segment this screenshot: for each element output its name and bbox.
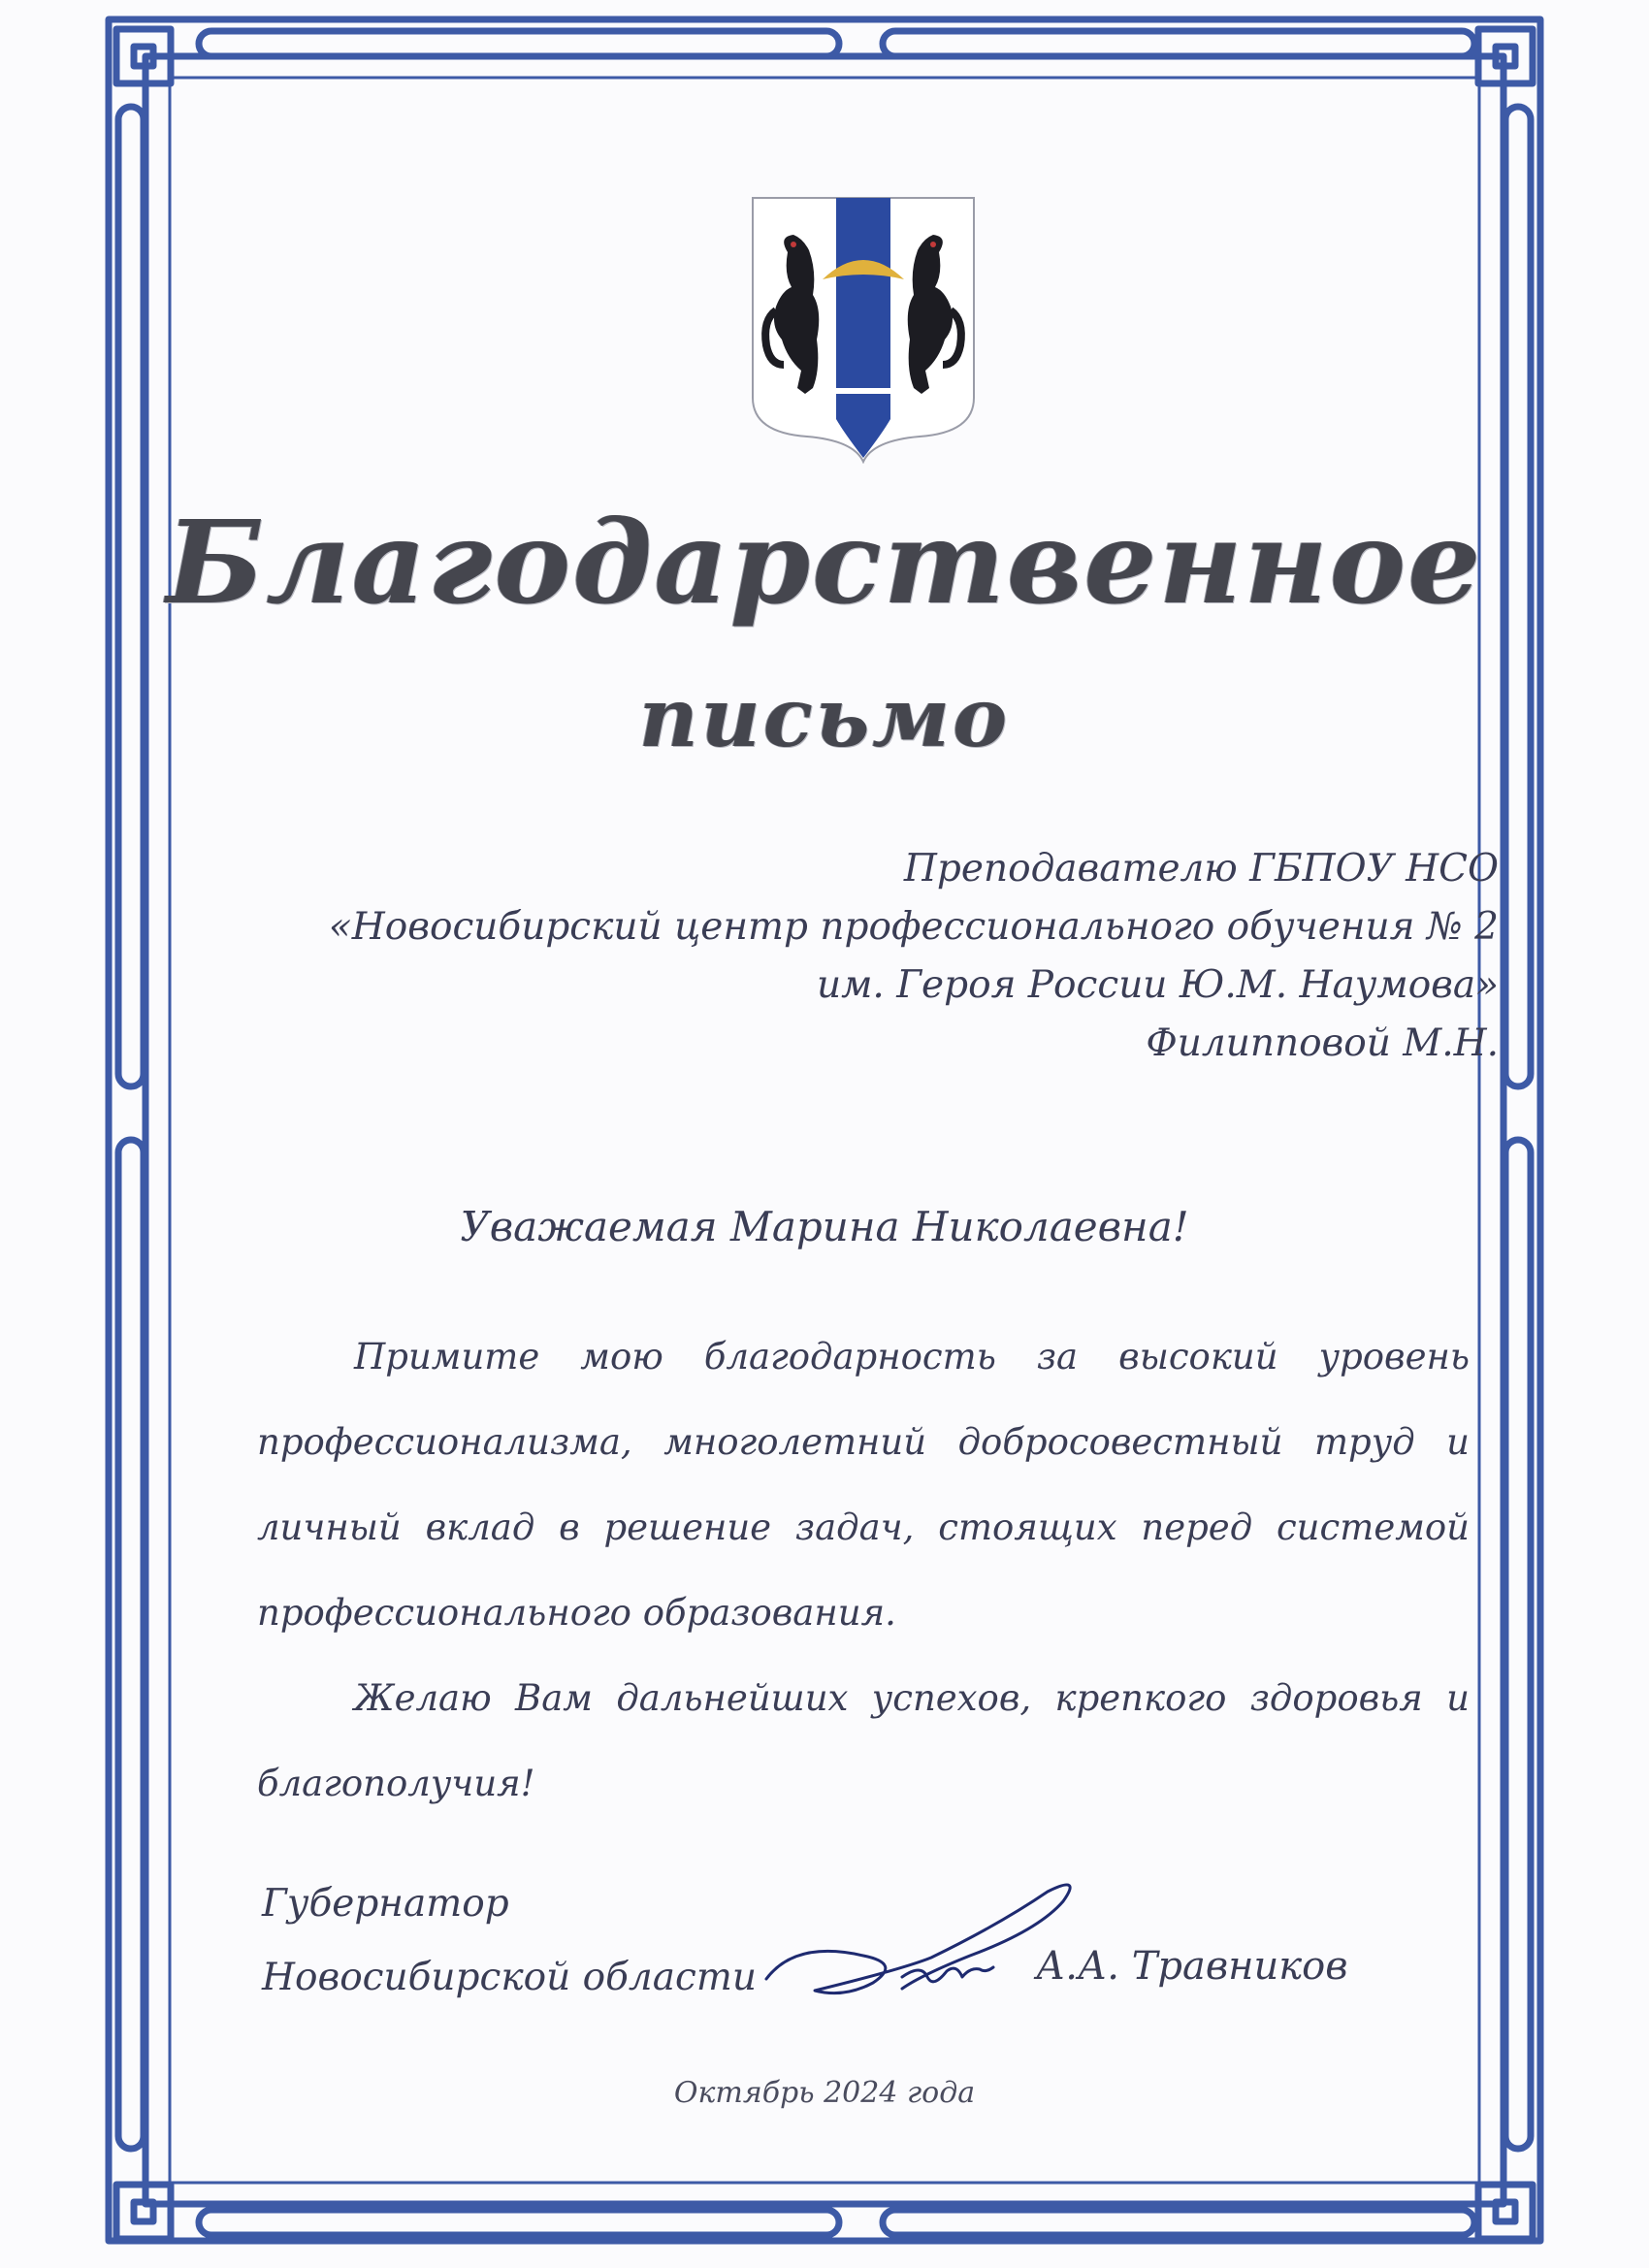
letter-title: Благодарственное — [166, 495, 1483, 630]
letter-body — [257, 1314, 1470, 1827]
letter-subtitle: письмо — [638, 669, 1011, 765]
signer-title — [262, 1867, 757, 2015]
letter-date: Октябрь 2024 года — [673, 2076, 976, 2110]
recipient-line: «Новосибирский центр профессионального обучения № 2 — [328, 905, 1499, 949]
recipient-line: Преподавателю ГБПОУ НСО — [903, 847, 1499, 891]
body-paragraph: Примите мою благодарность за высокий уровень профессионализма, многолетний добросовестный труд и личный вклад в решение задач, стоящих перед системой профессионального образования. — [257, 1336, 1470, 1634]
signer-title-line: Губернатор — [262, 1882, 509, 1926]
body-paragraph: Желаю Вам дальнейших успехов, крепкого здоровья и благополучия! — [257, 1677, 1470, 1804]
recipient-line: им. Героя России Ю.М. Наумова» — [816, 963, 1499, 1007]
signer-name: А.А. Травников — [1036, 1944, 1348, 1989]
coat-of-arms-icon — [749, 194, 978, 464]
greeting: Уважаемая Марина Николаевна! — [460, 1203, 1189, 1250]
signer-title-line: Новосибирской области — [262, 1956, 757, 1999]
recipient-block — [238, 840, 1499, 1073]
recipient-line: Филипповой М.Н. — [1146, 1021, 1499, 1065]
